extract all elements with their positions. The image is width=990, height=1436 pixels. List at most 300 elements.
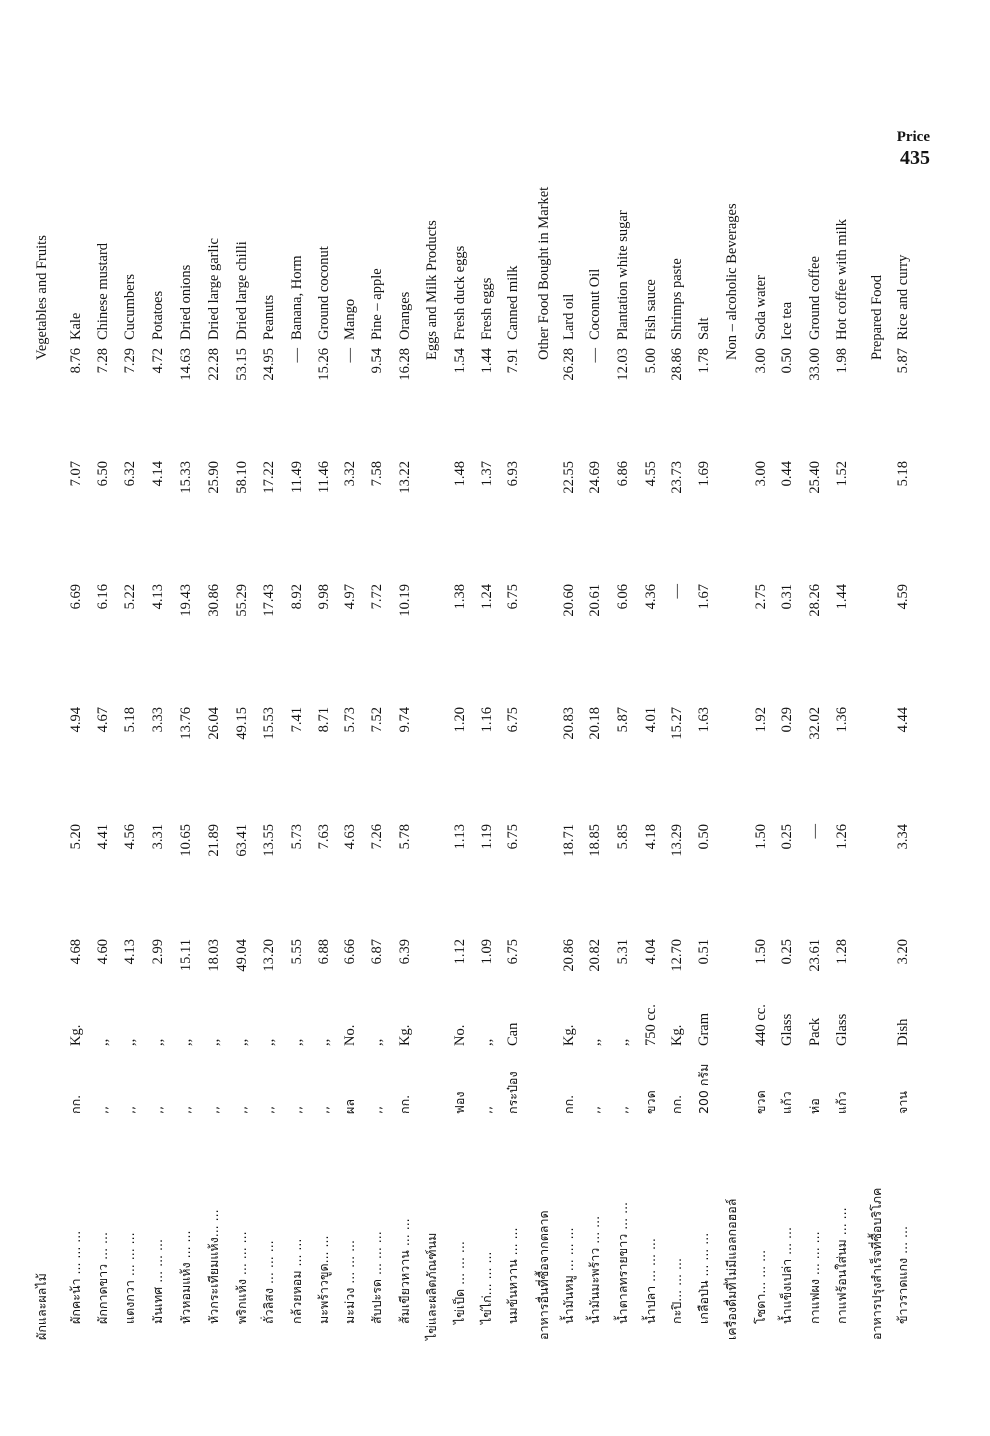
price-cell: 1.92 — [753, 707, 769, 733]
item-name-english: Peanuts — [261, 294, 277, 340]
price-cell: 17.22 — [261, 461, 277, 494]
section-title-thai: ผักและผลไม้ — [34, 1273, 49, 1340]
item-name-english: Shrimps paste — [669, 258, 685, 340]
price-cell: 26.28 — [561, 348, 577, 381]
unit-english: ,, — [479, 1038, 495, 1046]
item-name-thai: หัวกระเทียมแห้ง... ... — [206, 1209, 221, 1324]
unit-thai: ,, — [95, 1106, 110, 1114]
item-name-thai: น้ำมันมะพร้าว ... ... — [587, 1215, 602, 1324]
item-name-english: Coconut Oil — [587, 268, 603, 340]
price-cell: 1.63 — [696, 707, 712, 733]
price-cell: — — [289, 348, 305, 363]
item-name-thai: กะปิ... ... ... — [669, 1258, 684, 1324]
item-name-english: Rice and curry — [895, 254, 911, 340]
price-cell: 7.26 — [369, 824, 385, 850]
item-name-english: Dried large chilli — [234, 241, 250, 340]
unit-english: ,, — [289, 1038, 305, 1046]
price-cell: 10.65 — [178, 824, 194, 857]
item-name-english: Chinese mustard — [95, 242, 111, 340]
price-cell: 9.74 — [397, 707, 413, 733]
table-row — [805, 0, 825, 1436]
price-cell: 9.54 — [369, 348, 385, 374]
item-name-thai: น้ำปลา ... ... ... — [643, 1238, 658, 1324]
section-title-english: Prepared Food — [869, 275, 885, 360]
price-cell: 4.60 — [95, 939, 111, 965]
price-cell: 1.50 — [753, 939, 769, 965]
price-cell: 3.20 — [895, 939, 911, 965]
table-row — [287, 0, 307, 1436]
item-name-thai: หัวหอมแห้ง ... ... — [178, 1230, 193, 1324]
item-name-thai: กาแฟผง ... ... ... — [807, 1231, 822, 1324]
price-cell: 20.86 — [561, 939, 577, 972]
price-cell: 25.90 — [206, 461, 222, 494]
table-row — [559, 0, 579, 1436]
price-cell: 8.76 — [68, 348, 84, 374]
section-title-english: Eggs and Milk Products — [424, 220, 440, 360]
item-name-english: Lard oil — [561, 293, 577, 340]
price-cell: 6.50 — [95, 461, 111, 487]
table-row — [450, 0, 470, 1436]
price-cell: 1.16 — [479, 707, 495, 733]
unit-thai: ,, — [289, 1106, 304, 1114]
price-cell: — — [807, 824, 823, 839]
unit-thai: ,, — [261, 1106, 276, 1114]
price-cell: 5.18 — [122, 707, 138, 733]
unit-thai: ,, — [587, 1106, 602, 1114]
price-label: Price — [896, 129, 930, 145]
price-cell: 7.07 — [68, 461, 84, 487]
unit-thai: ,, — [234, 1106, 249, 1114]
price-cell: 5.73 — [342, 707, 358, 733]
price-cell: 30.86 — [206, 584, 222, 617]
price-cell: 13.76 — [178, 707, 194, 740]
price-cell: 5.85 — [615, 824, 631, 850]
price-cell: 4.04 — [643, 939, 659, 965]
item-name-english: Canned milk — [505, 265, 521, 340]
unit-thai: ,, — [122, 1106, 137, 1114]
item-name-thai: ไข่ไก่... ... ... — [479, 1251, 494, 1324]
table-row — [340, 0, 360, 1436]
price-cell: 3.00 — [753, 461, 769, 487]
unit-english: ,, — [150, 1038, 166, 1046]
price-cell: 0.51 — [696, 939, 712, 965]
price-cell: 1.09 — [479, 939, 495, 965]
table-row — [204, 0, 224, 1436]
item-name-english: Plantation white sugar — [615, 210, 631, 340]
price-cell: 7.91 — [505, 348, 521, 374]
price-cell: 5.55 — [289, 939, 305, 965]
price-cell: 1.44 — [479, 348, 495, 374]
price-cell: 6.69 — [68, 584, 84, 610]
item-name-thai: พริกแห้ง ... ... ... — [234, 1231, 249, 1324]
item-name-thai: น้ำมันหมู ... ... ... — [561, 1227, 576, 1324]
price-cell: 1.28 — [834, 939, 850, 965]
section-row — [534, 0, 554, 1436]
price-cell: 7.52 — [369, 707, 385, 733]
table-row — [613, 0, 633, 1436]
item-name-english: Oranges — [397, 291, 413, 340]
price-cell: 6.66 — [342, 939, 358, 965]
price-cell: 19.43 — [178, 584, 194, 617]
unit-english: Gram — [696, 1012, 712, 1046]
table-row — [641, 0, 661, 1436]
item-name-english: Cucumbers — [122, 273, 138, 340]
item-name-thai: มันเทศ ... ... ... — [150, 1239, 165, 1324]
unit-thai: ,, — [369, 1106, 384, 1114]
price-cell: 6.75 — [505, 824, 521, 850]
unit-english: No. — [452, 1024, 468, 1046]
price-cell: 26.04 — [206, 707, 222, 740]
unit-english: ,, — [122, 1038, 138, 1046]
item-name-thai: มะพร้าวขูด... ... — [316, 1235, 331, 1324]
item-name-english: Fresh eggs — [479, 277, 495, 340]
price-cell: 4.72 — [150, 348, 166, 374]
item-name-thai: ถั่วลิสง ... ... ... — [261, 1240, 276, 1324]
price-cell: 5.31 — [615, 939, 631, 965]
price-cell: 15.11 — [178, 939, 194, 972]
section-title-english: Other Food Bought in Market — [536, 186, 552, 360]
price-cell: 4.18 — [643, 824, 659, 850]
table-row — [367, 0, 387, 1436]
price-cell: 15.33 — [178, 461, 194, 494]
price-cell: 4.67 — [95, 707, 111, 733]
price-cell: 18.03 — [206, 939, 222, 972]
unit-thai: กก. — [68, 1094, 83, 1114]
unit-english: 750 cc. — [643, 1004, 659, 1046]
price-cell: 23.61 — [807, 939, 823, 972]
price-cell: 4.59 — [895, 584, 911, 610]
table-row — [751, 0, 771, 1436]
price-cell: 4.14 — [150, 461, 166, 487]
unit-thai: แก้ว — [834, 1091, 849, 1114]
price-cell: — — [587, 348, 603, 363]
price-cell: 20.82 — [587, 939, 603, 972]
section-row — [422, 0, 442, 1436]
price-cell: 0.50 — [696, 824, 712, 850]
price-cell: 1.20 — [452, 707, 468, 733]
price-cell: 0.31 — [779, 584, 795, 610]
price-cell: 58.10 — [234, 461, 250, 494]
price-cell: 33.00 — [807, 348, 823, 381]
price-cell: 7.41 — [289, 707, 305, 733]
unit-english: Can — [505, 1022, 521, 1046]
price-cell: 2.75 — [753, 584, 769, 610]
page-number: 435 — [900, 147, 930, 169]
price-cell: 6.87 — [369, 939, 385, 965]
unit-thai: ,, — [178, 1106, 193, 1114]
item-name-english: Dried large garlic — [206, 238, 222, 340]
price-cell: 4.68 — [68, 939, 84, 965]
price-cell: 1.19 — [479, 824, 495, 850]
item-name-thai: เกลือป่น ... ... ... — [696, 1232, 711, 1324]
price-cell: 1.37 — [479, 461, 495, 487]
price-cell: 20.18 — [587, 707, 603, 740]
price-cell: 4.36 — [643, 584, 659, 610]
table-row — [148, 0, 168, 1436]
price-cell: 24.69 — [587, 461, 603, 494]
price-cell: 49.15 — [234, 707, 250, 740]
unit-thai: ,, — [316, 1106, 331, 1114]
price-cell: 5.00 — [643, 348, 659, 374]
price-cell: 21.89 — [206, 824, 222, 857]
price-cell: 6.75 — [505, 939, 521, 965]
unit-english: Pack — [807, 1017, 823, 1046]
item-name-english: Ground coconut — [316, 246, 332, 340]
section-title-thai: อาหารปรุงสำเร็จที่ซื้อบริโภค — [869, 1187, 884, 1340]
price-cell: 0.25 — [779, 939, 795, 965]
item-name-thai: โซดา... ... ... — [753, 1249, 768, 1324]
price-cell: 49.04 — [234, 939, 250, 972]
unit-thai: ขวด — [753, 1090, 768, 1114]
price-cell: 53.15 — [234, 348, 250, 381]
unit-english: Glass — [834, 1013, 850, 1046]
item-name-english: Salt — [696, 317, 712, 340]
price-cell: 6.32 — [122, 461, 138, 487]
price-cell: 1.48 — [452, 461, 468, 487]
price-cell: 63.41 — [234, 824, 250, 857]
table-row — [66, 0, 86, 1436]
price-cell: 55.29 — [234, 584, 250, 617]
unit-english: No. — [342, 1024, 358, 1046]
table-row — [259, 0, 279, 1436]
price-cell: 6.16 — [95, 584, 111, 610]
unit-english: ,, — [178, 1038, 194, 1046]
price-cell: 1.67 — [696, 584, 712, 610]
price-cell: 24.95 — [261, 348, 277, 381]
price-cell: 1.69 — [696, 461, 712, 487]
price-cell: 14.63 — [178, 348, 194, 381]
price-cell: 6.88 — [316, 939, 332, 965]
price-cell: 12.70 — [669, 939, 685, 972]
price-cell: 3.33 — [150, 707, 166, 733]
unit-english: Kg. — [397, 1024, 413, 1046]
table-row — [395, 0, 415, 1436]
price-cell: 13.22 — [397, 461, 413, 494]
price-cell: 20.60 — [561, 584, 577, 617]
item-name-thai: ไข่เป็ด ... ... ... — [452, 1241, 467, 1324]
section-title-thai: อาหารอื่นที่ซื้อจากตลาด — [536, 1210, 551, 1340]
unit-english: Dish — [895, 1018, 911, 1046]
price-cell: 28.26 — [807, 584, 823, 617]
item-name-english: Hot coffee with milk — [834, 219, 850, 340]
price-cell: 4.01 — [643, 707, 659, 733]
price-cell: 11.49 — [289, 461, 305, 494]
unit-thai: กก. — [669, 1094, 684, 1114]
item-name-thai: มะม่วง ... ... ... — [342, 1240, 357, 1324]
price-cell: 4.94 — [68, 707, 84, 733]
price-cell: 5.73 — [289, 824, 305, 850]
price-cell: 3.00 — [753, 348, 769, 374]
price-cell: 1.52 — [834, 461, 850, 487]
price-cell: 0.25 — [779, 824, 795, 850]
item-name-english: Mango — [342, 298, 358, 340]
price-cell: 1.38 — [452, 584, 468, 610]
price-cell: 4.44 — [895, 707, 911, 733]
unit-thai: ,, — [150, 1106, 165, 1114]
item-name-english: Fish sauce — [643, 279, 659, 340]
price-cell: 7.63 — [316, 824, 332, 850]
price-cell: 13.20 — [261, 939, 277, 972]
item-name-thai: กล้วยหอม ... ... — [289, 1238, 304, 1324]
unit-english: ,, — [587, 1038, 603, 1046]
price-cell: 1.98 — [834, 348, 850, 374]
price-cell: 1.78 — [696, 348, 712, 374]
unit-thai: ,, — [479, 1106, 494, 1114]
table-row — [585, 0, 605, 1436]
price-cell: 8.92 — [289, 584, 305, 610]
price-cell: 3.31 — [150, 824, 166, 850]
price-cell: 0.50 — [779, 348, 795, 374]
price-cell: 5.78 — [397, 824, 413, 850]
price-cell: 1.50 — [753, 824, 769, 850]
price-cell: — — [669, 584, 685, 599]
price-cell: 9.98 — [316, 584, 332, 610]
unit-english: Glass — [779, 1013, 795, 1046]
section-title-english: Vegetables and Fruits — [34, 235, 50, 360]
unit-thai: ขวด — [643, 1090, 658, 1114]
price-cell: 6.93 — [505, 461, 521, 487]
price-cell: 4.41 — [95, 824, 111, 850]
price-cell: 1.24 — [479, 584, 495, 610]
price-cell: 3.32 — [342, 461, 358, 487]
item-name-english: Ground coffee — [807, 256, 823, 340]
price-cell: 6.39 — [397, 939, 413, 965]
price-cell: 5.87 — [895, 348, 911, 374]
price-cell: 5.18 — [895, 461, 911, 487]
unit-english: ,, — [261, 1038, 277, 1046]
table-row — [503, 0, 523, 1436]
price-cell: 7.72 — [369, 584, 385, 610]
section-title-thai: เครื่องดื่มที่ไม่มีแอลกอฮอล์ — [724, 1198, 739, 1340]
section-title-english: Non – alcoholic Beverages — [724, 203, 740, 360]
price-cell: 16.28 — [397, 348, 413, 381]
item-name-english: Banana, Horm — [289, 255, 305, 340]
item-name-english: Potatoes — [150, 290, 166, 340]
table-row — [93, 0, 113, 1436]
price-cell: 22.28 — [206, 348, 222, 381]
price-cell: 17.43 — [261, 584, 277, 617]
price-cell: 7.28 — [95, 348, 111, 374]
item-name-english: Kale — [68, 312, 84, 340]
unit-thai: กก. — [561, 1094, 576, 1114]
item-name-thai: ข้าวราดแกง ... ... — [895, 1226, 910, 1324]
item-name-english: Pine – apple — [369, 268, 385, 340]
unit-english: ,, — [615, 1038, 631, 1046]
unit-english: ,, — [95, 1038, 111, 1046]
item-name-thai: ส้มเขียวหวาน ... ... — [397, 1218, 412, 1324]
price-cell: 1.54 — [452, 348, 468, 374]
price-cell: 32.02 — [807, 707, 823, 740]
unit-english: Kg. — [669, 1024, 685, 1046]
table-row — [777, 0, 797, 1436]
item-name-english: Fresh duck eggs — [452, 245, 468, 340]
price-cell: 4.13 — [150, 584, 166, 610]
price-cell: 22.55 — [561, 461, 577, 494]
item-name-thai: ผักกาดขาว ... ... — [95, 1232, 110, 1324]
item-name-thai: ผักคะน้า ... ... ... — [68, 1230, 83, 1324]
section-row — [867, 0, 887, 1436]
price-cell: 18.71 — [561, 824, 577, 857]
price-cell: 11.46 — [316, 461, 332, 494]
price-cell: 7.58 — [369, 461, 385, 487]
price-cell: 20.83 — [561, 707, 577, 740]
unit-english: ,, — [369, 1038, 385, 1046]
price-cell: 5.87 — [615, 707, 631, 733]
item-name-thai: กาแฟร้อนใส่นม ... ... — [834, 1207, 849, 1324]
item-name-thai: สับปะรด ... ... ... — [369, 1231, 384, 1324]
table-row — [176, 0, 196, 1436]
item-name-thai: น้ำแข็งเปล่า ... ... — [779, 1227, 794, 1324]
section-title-thai: ไข่และผลิตภัณฑ์นม — [424, 1232, 439, 1340]
unit-thai: ,, — [206, 1106, 221, 1114]
section-row — [722, 0, 742, 1436]
table-row — [893, 0, 913, 1436]
price-cell: 5.20 — [68, 824, 84, 850]
item-name-english: Ice tea — [779, 301, 795, 340]
price-cell: 1.13 — [452, 824, 468, 850]
price-cell: 13.55 — [261, 824, 277, 857]
unit-thai: 200 กรัม — [696, 1063, 711, 1114]
price-cell: 7.29 — [122, 348, 138, 374]
table-row — [120, 0, 140, 1436]
section-row — [32, 0, 52, 1436]
table-row — [477, 0, 497, 1436]
price-cell: 15.53 — [261, 707, 277, 740]
price-cell: 13.29 — [669, 824, 685, 857]
price-cell: 28.86 — [669, 348, 685, 381]
price-cell: 4.55 — [643, 461, 659, 487]
price-cell: 6.06 — [615, 584, 631, 610]
price-cell: 6.86 — [615, 461, 631, 487]
price-cell: 15.26 — [316, 348, 332, 381]
unit-thai: ,, — [615, 1106, 630, 1114]
item-name-english: Dried onions — [178, 264, 194, 340]
price-cell: 4.97 — [342, 584, 358, 610]
price-cell: 10.19 — [397, 584, 413, 617]
unit-english: Kg. — [68, 1024, 84, 1046]
unit-english: ,, — [206, 1038, 222, 1046]
unit-thai: ฟอง — [452, 1091, 467, 1114]
price-cell: 8.71 — [316, 707, 332, 733]
price-cell: 25.40 — [807, 461, 823, 494]
table-row — [694, 0, 714, 1436]
price-cell: 1.12 — [452, 939, 468, 965]
price-cell: 1.36 — [834, 707, 850, 733]
price-cell: 2.99 — [150, 939, 166, 965]
price-cell: 12.03 — [615, 348, 631, 381]
price-cell: 18.85 — [587, 824, 603, 857]
table-row — [832, 0, 852, 1436]
unit-thai: กระป๋อง — [505, 1071, 520, 1114]
item-name-thai: น้ำตาลทรายขาว ... ... — [615, 1201, 630, 1324]
unit-english: ,, — [316, 1038, 332, 1046]
price-cell: 1.26 — [834, 824, 850, 850]
price-cell: 23.73 — [669, 461, 685, 494]
price-cell: 0.44 — [779, 461, 795, 487]
price-cell: 0.29 — [779, 707, 795, 733]
price-cell: 4.63 — [342, 824, 358, 850]
unit-thai: ผล — [342, 1099, 357, 1114]
price-cell: 6.75 — [505, 707, 521, 733]
item-name-english: Soda water — [753, 275, 769, 340]
unit-thai: แก้ว — [779, 1091, 794, 1114]
table-row — [314, 0, 334, 1436]
price-cell: 4.13 — [122, 939, 138, 965]
unit-thai: จาน — [895, 1091, 910, 1114]
unit-english: Kg. — [561, 1024, 577, 1046]
unit-english: ,, — [234, 1038, 250, 1046]
table-row — [667, 0, 687, 1436]
